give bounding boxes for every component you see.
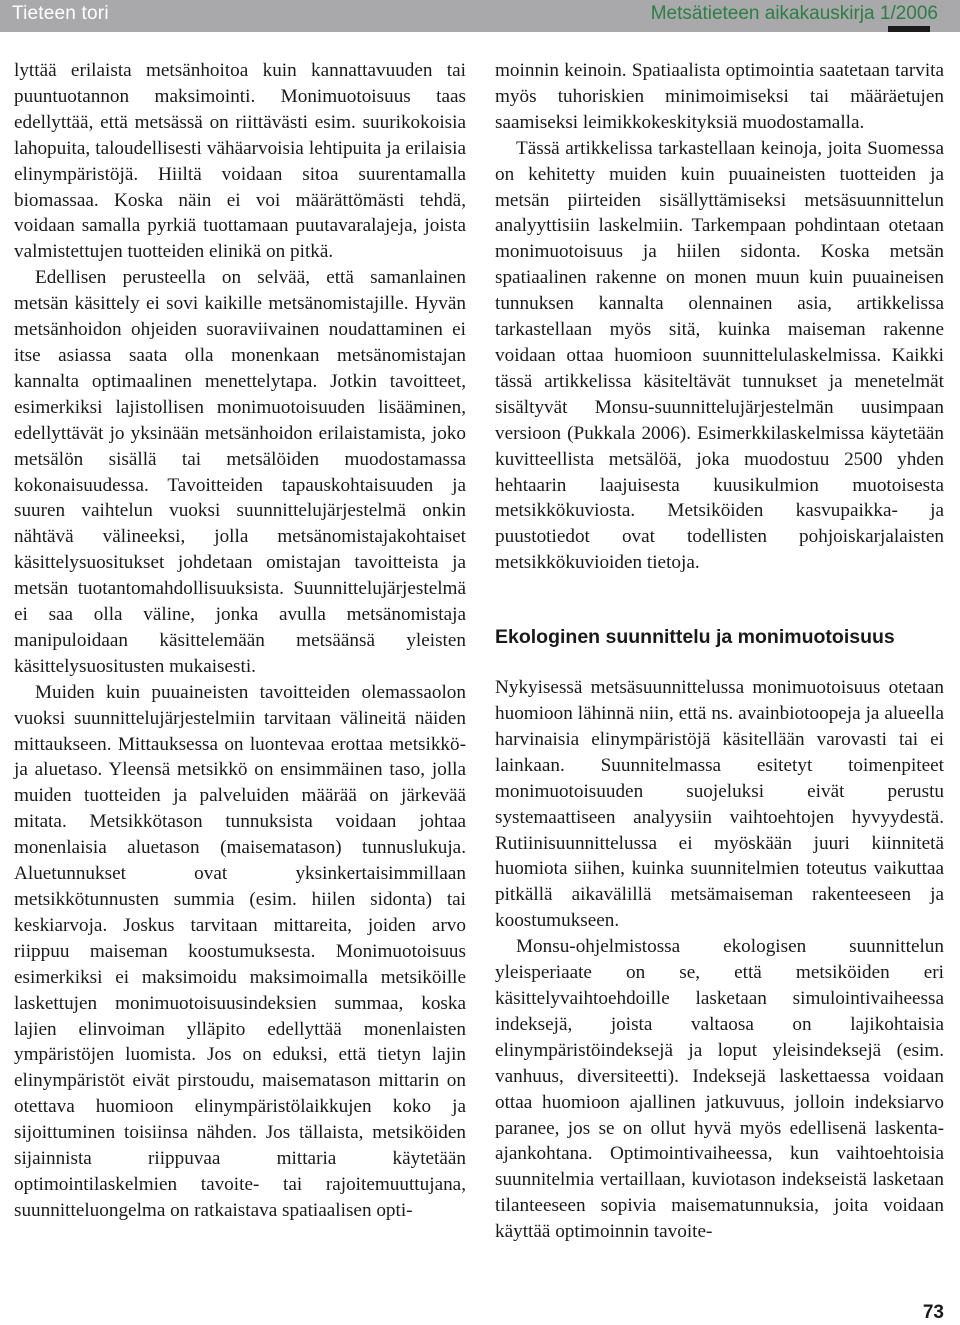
left-column xyxy=(14,58,466,1224)
page-number: 73 xyxy=(922,1302,944,1323)
paragraph: Monsu-ohjelmistossa ekologisen suunnittelun yleisperiaate on se, että metsiköiden eri käsittelyvaihtoehdoille lasketaan simulointivaiheessa indeksejä, joista valtaosa on lajikohtaisia elinympäristöindeksejä ja loput yleisindeksejä (esim. vanhuus, diversiteetti). Indeksejä laskettaessa voidaan ottaa huomioon ajallinen jatkuvuus, jolloin indeksiarvo paranee, jos se on ollut hyvä myös edellisenä laskenta-ajankohtana. Optimointivaiheessa, kun vaihtoehtoisia suunnitelmia vertaillaan, kuviotason indekseistä lasketaan tilanteeseen sopivia maisematunnuksia, joita voidaan käyttää optimoinnin tavoite- xyxy=(495,936,944,1243)
paragraph: lyttää erilaista metsänhoitoa kuin kannattavuuden tai puuntuotannon maksimointi. Monimuotoisuus taas edellyttää, että metsässä on riittävästi esim. suurikokoisia lahopuita, taloudellisesti vähäarvoisia lehtipuita ja erilaisia elinympäristöjä. Hiiltä voidaan sitoa suurentamalla biomassaa. Koska näin ei voi määrättömästi tehdä, voidaan samalla pyrkiä tuottamaan puutavaralajeja, joista valmistettujen tuotteiden elinikä on pitkä. xyxy=(14,60,466,263)
page-header xyxy=(0,0,960,32)
paragraph: Tässä artikkelissa tarkastellaan keinoja, joita Suomessa on kehitetty muiden kuin puuaineisten tuotteiden ja metsän piirteiden sisällyttämiseksi metsäsuunnittelun analyyttisiin laskelmiin. Tarkempaan pohdintaan otetaan monimuotoisuus ja hiilen sidonta. Koska metsän spatiaalinen rakenne on monen muun kuin puuaineisen tunnuksen kannalta olennainen asia, artikkelissa tarkastellaan myös sitä, kuinka maiseman rakenne voidaan ottaa huomioon suunnittelulaskelmissa. Kaikki tässä artikkelissa käsiteltävät tunnukset ja menetelmät sisältyvät Monsu-suunnittelujärjestelmän uusimpaan versioon (Pukkala 2006). Esimerkkilaskelmissa käytetään kuvitteellista metsälöä, joka muodostuu 2500 yhden hehtaarin laajuisesta kuusikulmion muotoisesta metsikkökuviosta. Metsiköiden kasvupaikka- ja puustotiedot ovat todellisten pohjoiskarjalaisten metsikkökuvioiden tietoja. xyxy=(495,137,944,574)
paragraph: Muiden kuin puuaineisten tavoitteiden olemassaolon vuoksi suunnittelujärjestelmiin tarvitaan välineitä näiden mittaukseen. Mittauksessa on luontevaa erottaa metsikkö- ja aluetaso. Yleensä metsikkö on ensimmäinen taso, jolla muiden tuotteiden ja palveluiden määrää on järkevää mitata. Metsikkötason tunnuksista voidaan johtaa monenlaisia aluetason (maisematason) tunnuslukuja. Aluetunnukset ovat yksinkertaisimmillaan metsikkötunnusten summia (esim. hiilen sidonta) tai keskiarvoja. Joskus tarvitaan mittareita, joiden arvo riippuu maiseman koostumuksesta. Monimuotoisuus esimerkiksi ei maksimoidu maksimoimalla metsiköille laskettujen monimuotoisuusindeksien summaa, koska lajien elinvoiman ylläpito edellyttää monenlaisten ympäristöjen luomista. Jos on eduksi, että tietyn lajin elinympäristöt eivät pirstoudu, maisematason mittarin on otettava huomioon elinympäristölaikkujen koko ja sijoittuminen toisiinsa nähden. Jos tällaista, metsiköiden sijainnista riippuvaa mittaria käytetään optimointilaskelmien tavoite- tai rajoitemuuttujana, suunnitteluongelma on ratkaistava spatiaalisen opti- xyxy=(14,681,466,1221)
paragraph: Nykyisessä metsäsuunnittelussa monimuotoisuus otetaan huomioon lähinnä niin, että ns. avainbiotoopeja ja alueella harvinaisia elinympäristöjä käsitellään varovasti tai ei lainkaan. Suunnitelmassa esitetyt toimenpiteet monimuotoisuuden suojeluksi eivät perustu systemaattiseen analyysiin vaihtoehtojen hyvyydestä. Rutiinisuunnittelussa ei myöskään juuri kiinnitetä huomiota siihen, kuinka suunnitelmien toteutus vaikuttaa pitkällä aikavälillä metsämaiseman rakenteeseen ja koostumukseen. xyxy=(495,677,944,932)
journal-title: Metsätieteen aikakauskirja 1/2006 xyxy=(650,3,938,24)
paragraph: Edellisen perusteella on selvää, että samanlainen metsän käsittely ei sovi kaikille metsänomistajille. Hyvän metsänhoidon ohjeiden suoraviivainen noudattaminen ei itse asiassa saata olla monenkaan metsänomistajan kannalta optimaalinen menettelytapa. Jotkin tavoitteet, esimerkiksi lajistollisen monimuotoisuuden lisääminen, edellyttävät jo yksinään metsänhoidon erilaistamista, joko metsälön sisällä tai metsälöiden muodostamassa kokonaisuudessa. Tavoitteiden tapauskohtaisuuden ja suuren vaihtelun vuoksi suunnittelujärjestelmä onkin nähtävä välineeksi, jolla metsänomistajakohtaiset käsittelysuositukset johdetaan omistajan tavoitteista ja metsän tuotantomahdollisuuksista. Suunnittelujärjestelmä ei saa olla väline, jonka avulla metsänomistaja manipuloidaan käsittelemään metsäänsä yleisten käsittelysuositusten mukaisesti. xyxy=(14,267,466,677)
section-heading: Ekologinen suunnittelu ja monimuotoisuus xyxy=(495,626,895,649)
section-title: Tieteen tori xyxy=(12,3,109,24)
paragraph: moinnin keinoin. Spatiaalista optimointia saatetaan tarvita myös tuhoriskien minimoimiseksi tai määräetujen saamiseksi leimikkokeskityksiä muodostamalla. xyxy=(495,60,944,133)
header-marker xyxy=(888,26,930,32)
right-column xyxy=(495,58,944,1245)
